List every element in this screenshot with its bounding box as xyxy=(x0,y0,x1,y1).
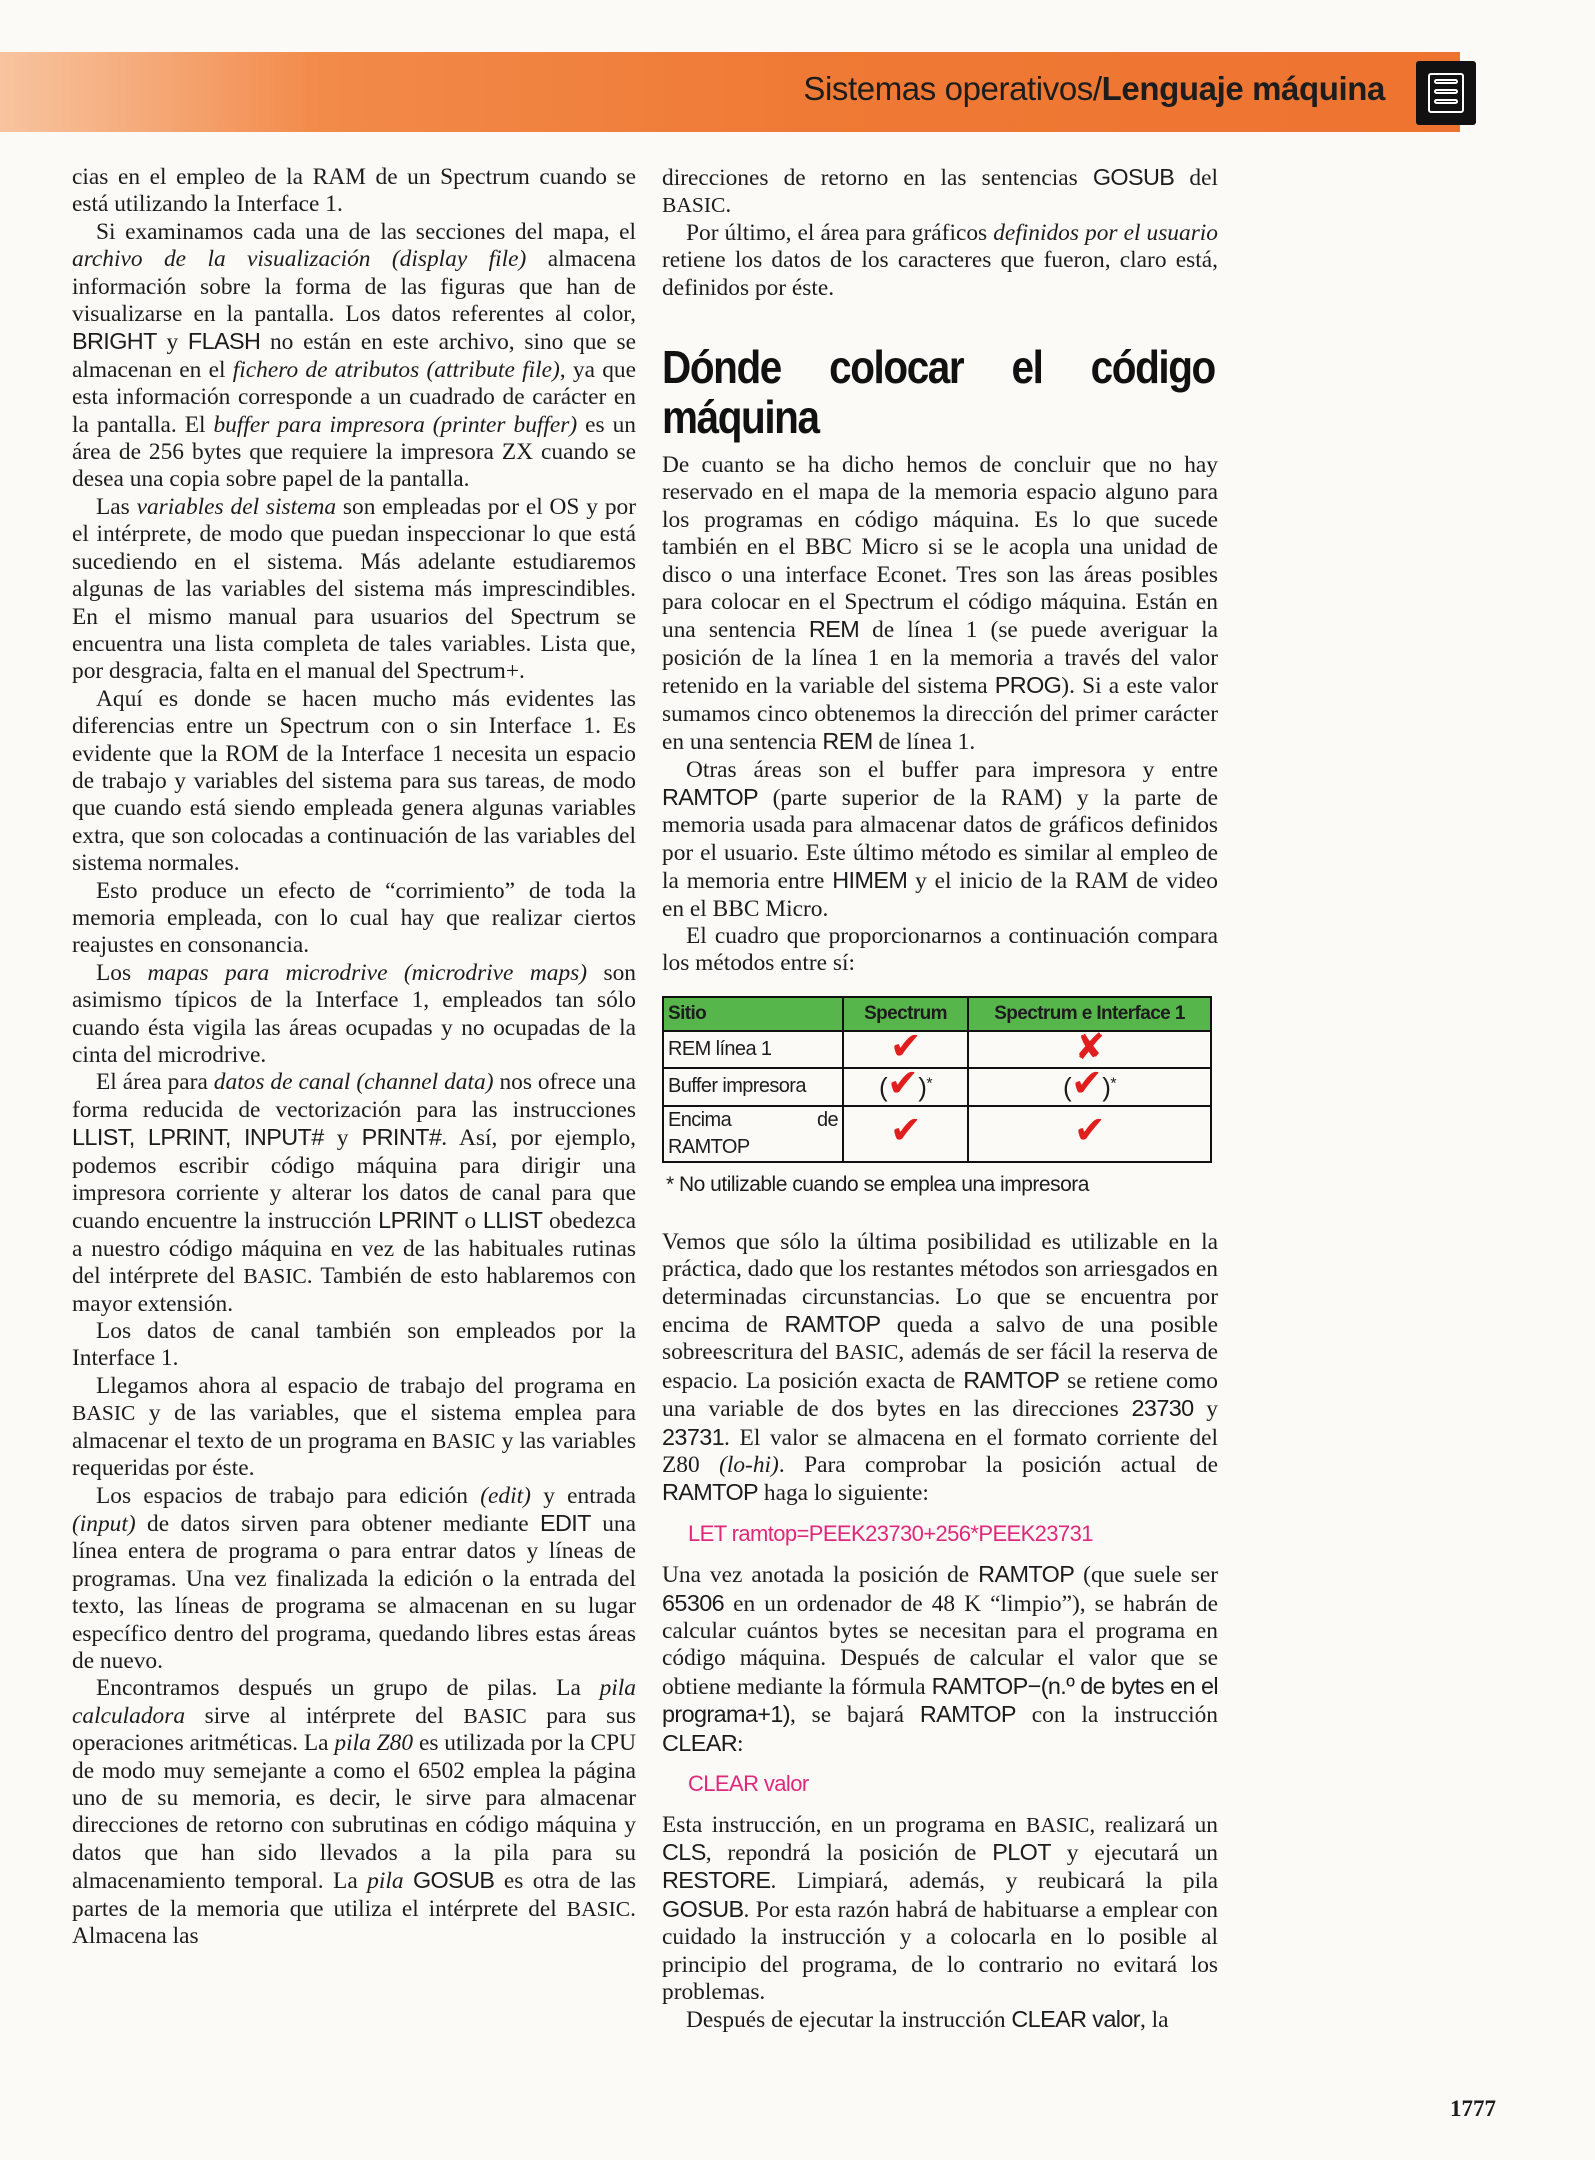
comparison-table xyxy=(662,996,1212,1164)
paragraph: Aquí es donde se hacen mucho más evidentes las diferencias entre un Spectrum con o sin Interface 1. Es evidente que la ROM de la Interface 1 necesita un espacio de trabajo y variables del sistema para sus tareas, de modo que cuando está siendo empleada genera algunas variables extra, que son colocadas a continuación de las variables del sistema normales. xyxy=(72,685,636,877)
table-header-cell: Sitio xyxy=(663,997,843,1031)
paragraph: El cuadro que proporcionarnos a continuación compara los métodos entre sí: xyxy=(662,922,1218,977)
code-line: LET ramtop=PEEK23730+256*PEEK23731 xyxy=(688,1520,1093,1546)
paragraph: Después de ejecutar la instrucción CLEAR valor, la xyxy=(686,2006,1169,2034)
table-cell: (✔)* xyxy=(843,1068,968,1105)
paragraph: Otras áreas son el buffer para impresora y entre RAMTOP (parte superior de la RAM) y la parte de memoria usada para almacenar datos de gráficos definidos por el usuario. Este último método es similar al empleo de la memoria entre HIMEM y el inicio de la RAM de video en el BBC Micro. xyxy=(662,756,1219,922)
page-number: 1777 xyxy=(1450,2096,1496,2121)
paragraph: Los mapas para microdrive (microdrive maps) son asimismo típicos de la Interface 1, empleados tan sólo cuando ésta vigila las áreas ocupadas y no ocupadas de la cinta del microdrive. xyxy=(72,959,636,1068)
code-line: CLEAR valor xyxy=(688,1771,809,1797)
table-cell xyxy=(968,1106,1211,1163)
table-row xyxy=(663,1106,1211,1163)
paragraph: Esta instrucción, en un programa en BASIC, realizará un CLS, repondrá la posición de PLOT y ejecutará un RESTORE. Limpiará, además, y reubicará la pila GOSUB. Por esta razón habrá de habituarse a emplear con cuidado la instrucción y a colocarla en lo posible al principio del programa, de lo contrario no evitará los problemas. xyxy=(662,1811,1219,2005)
table-row xyxy=(663,1068,1211,1105)
section-heading: Dónde colocar el código máquina xyxy=(662,341,1215,444)
table-header-row xyxy=(663,997,1211,1031)
paragraph: Si examinamos cada una de las secciones del mapa, el archivo de la visualización (display file) almacena información sobre la forma de las figuras que han de visualizarse en la pantalla. Los datos referentes al color, BRIGHT y FLASH no están en este archivo, sino que se almacenan en el fichero de atributos (attribute file), ya que esta información corresponde a un cuadrado de carácter en la pantalla. El buffer para impresora (printer buffer) es un área de 256 bytes que requiere la impresora ZX cuando se desea una copia sobre papel de la pantalla. xyxy=(72,218,637,493)
paragraph: Por último, el área para gráficos definidos por el usuario retiene los datos de los caracteres que fueron, claro está, definidos por éste. xyxy=(662,219,1218,301)
paragraph: Esto produce un efecto de “corrimiento” de toda la memoria empleada, con lo cual hay que realizar ciertos reajustes en consonancia. xyxy=(72,877,636,959)
table-header-cell: Spectrum xyxy=(843,997,968,1031)
paragraph: Una vez anotada la posición de RAMTOP (que suele ser 65306 en un ordenador de 48 K “limpio”), se habrán de calcular cuántos bytes se necesitan para el programa en código máquina. Después de calcular el valor que se obtiene mediante la fórmula RAMTOP−(n.º de bytes en el programa+1), se bajará RAMTOP con la instrucción CLEAR: xyxy=(662,1561,1219,1757)
check-mark-icon: ✔ xyxy=(889,1025,922,1068)
table-row xyxy=(663,1031,1211,1068)
paragraph: El área para datos de canal (channel data) nos ofrece una forma reducida de vectorización para las instrucciones LLIST, LPRINT, INPUT# y PRINT#. Así, por ejemplo, podemos escribir código máquina para dirigir una impresora corriente y alterar los datos de canal para que cuando encuentre la instrucción LPRINT o LLIST obedezca a nuestro código máquina en vez de las habituales rutinas del intérprete del BASIC. También de esto hablaremos con mayor extensión. xyxy=(72,1069,637,1317)
check-mark-icon: ✔ xyxy=(889,1110,922,1153)
table-footnote: * No utilizable cuando se emplea una impresora xyxy=(666,1173,1089,1197)
paragraph: Encontramos después un grupo de pilas. La pila calculadora sirve al intérprete del BASIC para sus operaciones aritméticas. La pila Z80 es utilizada por la CPU de modo muy semejante a como el 6502 emplea la página uno de su memoria, es decir, le sirve para almacenar direcciones de retorno con subrutinas en código máquina y datos que han sido llevados a la pila para su almacenamiento temporal. La pila GOSUB es otra de las partes de la memoria que utiliza el intérprete del BASIC. Almacena las xyxy=(72,1675,636,1949)
paragraph: Las variables del sistema son empleadas por el OS y por el intérprete, de modo que puedan inspeccionar lo que está sucediendo en el sistema. Más adelante estudiaremos algunas de las variables del sistema más imprescindibles. En el mismo manual para usuarios del Spectrum se encuentra una lista completa de tales variables. Lista que, por desgracia, falta en el manual del Spectrum+. xyxy=(72,493,636,685)
table-cell: Encima de RAMTOP xyxy=(663,1106,843,1163)
paragraph: Vemos que sólo la última posibilidad es utilizable en la práctica, dado que los restantes métodos son arriesgados en determinadas circunstancias. Lo que se encuentra por encima de RAMTOP queda a salvo de una posible sobreescritura del BASIC, además de ser fácil la reserva de espacio. La posición exacta de RAMTOP se retiene como una variable de dos bytes en las direcciones 23730 y 23731. El valor se almacena en el formato corriente del Z80 (lo-hi). Para comprobar la posición actual de RAMTOP haga lo siguiente: xyxy=(662,1228,1219,1507)
table-cell xyxy=(843,1106,968,1163)
table-cell: Buffer impresora xyxy=(663,1068,843,1105)
paragraph: cias en el empleo de la RAM de un Spectrum cuando se está utilizando la Interface 1. xyxy=(72,164,636,218)
table-header-cell: Spectrum e Interface 1 xyxy=(968,997,1211,1031)
left-column xyxy=(72,164,636,1950)
check-mark-icon: ✔ xyxy=(1071,1063,1103,1106)
paragraph: Llegamos ahora al espacio de trabajo del programa en BASIC y de las variables, que el sistema emplea para almacenar el texto de un programa en BASIC y las variables requeridas por éste. xyxy=(72,1372,636,1482)
paragraph: De cuanto se ha dicho hemos de concluir que no hay reservado en el mapa de la memoria espacio alguno para los programas en código máquina. Es lo que sucede también en el BBC Micro si se le acopla una unidad de disco o una interface Econet. Tres son las áreas posibles para colocar en el Spectrum el código máquina. Están en una sentencia REM de línea 1 (se puede averiguar la posición de la línea 1 en la memoria a través del valor retenido en la variable del sistema PROG). Si a este valor sumamos cinco obtenemos la dirección del primer carácter en una sentencia REM de línea 1. xyxy=(662,452,1218,756)
paragraph: Los espacios de trabajo para edición (edit) y entrada (input) de datos sirven para obtener mediante EDIT una línea entera de programa o para entrar datos y líneas de programas. Una vez finalizada la edición o la entrada del texto, las líneas de programa se almacenan en su lugar específico dentro del programa, quedando libres estas áreas de nuevo. xyxy=(72,1482,637,1674)
paragraph: direcciones de retorno en las sentencias GOSUB del BASIC. xyxy=(662,164,1218,219)
table-cell: REM línea 1 xyxy=(663,1031,843,1068)
table-cell: (✔)* xyxy=(968,1068,1211,1105)
paragraph: Los datos de canal también son empleados por la Interface 1. xyxy=(72,1318,636,1372)
computer-module-icon xyxy=(1416,61,1476,125)
check-mark-icon: ✔ xyxy=(1073,1110,1106,1153)
right-column xyxy=(662,164,1218,2035)
section-title: Sistemas operativos/Lenguaje máquina xyxy=(803,70,1385,107)
cross-mark-icon: ✘ xyxy=(1074,1025,1105,1067)
check-mark-icon: ✔ xyxy=(887,1063,919,1106)
